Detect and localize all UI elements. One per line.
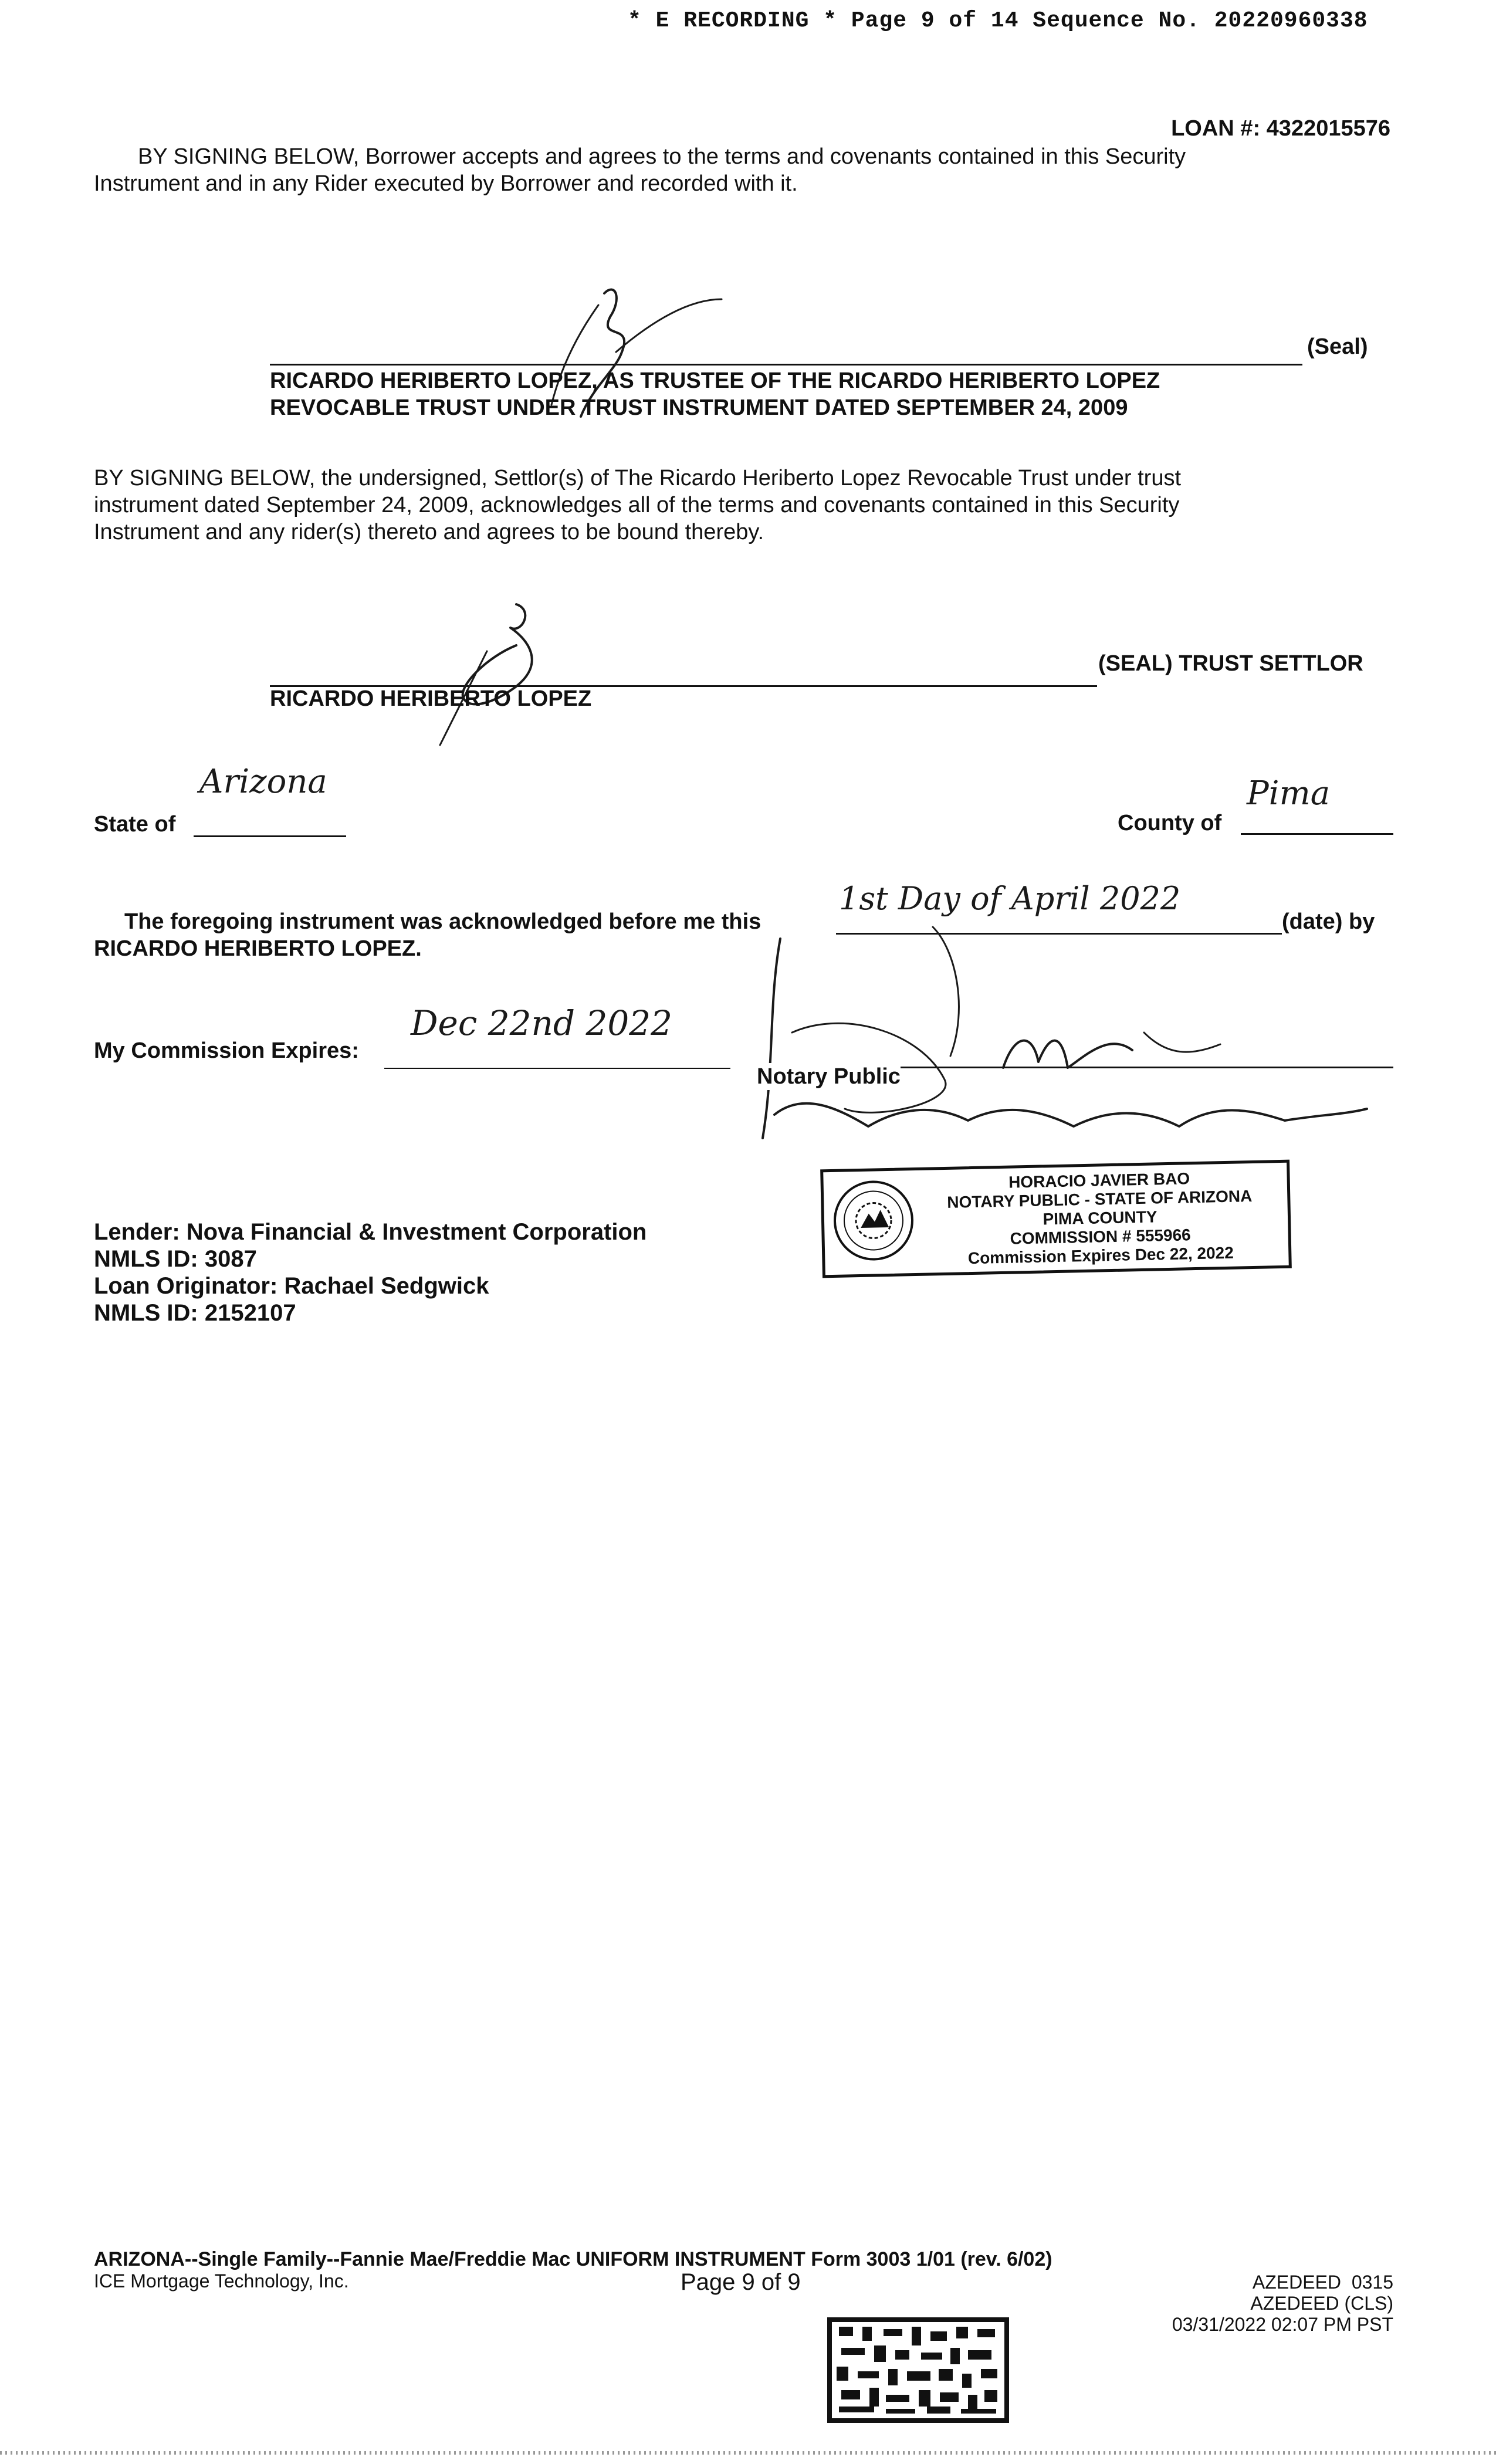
acknowledgment-text: The foregoing instrument was acknowledged before me this [124, 909, 761, 934]
state-handwritten: Arizona [199, 763, 327, 801]
footer-timestamp: 03/31/2022 02:07 PM PST [1172, 2314, 1393, 2335]
seal-label-1: (Seal) [1307, 334, 1368, 359]
acknowledgment-date-handwritten: 1st Day of April 2022 [839, 880, 1181, 917]
scan-edge [0, 2451, 1496, 2455]
loan-value: 4322015576 [1266, 116, 1390, 141]
commission-line [384, 1068, 730, 1069]
settlor-line-1: BY SIGNING BELOW, the undersigned, Settlor(s) of The Ricardo Heriberto Lopez Revocable Trust under trust [94, 466, 1182, 490]
barcode-icon [827, 2317, 1009, 2423]
loan-originator: Loan Originator: Rachael Sedgwick [94, 1273, 489, 1299]
lender-name: Lender: Nova Financial & Investment Corporation [94, 1219, 647, 1245]
state-label: State of [94, 812, 176, 837]
stamp-title: NOTARY PUBLIC - STATE OF ARIZONA [947, 1186, 1253, 1211]
stamp-notary-name: HORACIO JAVIER BAO [1008, 1169, 1190, 1192]
county-handwritten: Pima [1247, 774, 1331, 813]
seal-label-2: (SEAL) TRUST SETTLOR [1098, 651, 1363, 676]
state-line [194, 835, 346, 837]
acknowledged-name: RICARDO HERIBERTO LOPEZ. [94, 936, 422, 961]
intro-line-1: BY SIGNING BELOW, Borrower accepts and agrees to the terms and covenants contained in this Security [138, 144, 1186, 169]
settlor-line-3: Instrument and any rider(s) thereto and agrees to be bound thereby. [94, 520, 764, 544]
footer-page: Page 9 of 9 [681, 2269, 801, 2295]
loan-label: LOAN #: [1171, 116, 1261, 141]
intro-line-2: Instrument and in any Rider executed by Borrower and recorded with it. [94, 171, 798, 196]
county-line [1241, 833, 1393, 835]
footer-form: ARIZONA--Single Family--Fannie Mae/Freddie Mac UNIFORM INSTRUMENT Form 3003 1/01 (rev. 6/02) [94, 2248, 1052, 2270]
stamp-commission: COMMISSION # 555966 [1010, 1226, 1192, 1248]
signature-line-1 [270, 364, 1302, 365]
notary-signature [757, 915, 1373, 1162]
signer-name-2: RICARDO HERIBERTO LOPEZ [270, 686, 592, 711]
footer-company: ICE Mortgage Technology, Inc. [94, 2270, 349, 2292]
stamp-county: PIMA COUNTY [1043, 1207, 1157, 1228]
loan-number [1171, 115, 1390, 142]
notary-stamp [820, 1160, 1292, 1278]
lender-nmls: NMLS ID: 3087 [94, 1246, 257, 1272]
date-label: (date) by [1282, 909, 1375, 934]
commission-handwritten: Dec 22nd 2022 [411, 1003, 673, 1043]
arizona-seal-icon [832, 1179, 916, 1263]
county-label: County of [1118, 811, 1222, 835]
originator-nmls: NMLS ID: 2152107 [94, 1300, 296, 1326]
notary-public-label: Notary Public [757, 1064, 901, 1089]
signer-name-1b: REVOCABLE TRUST UNDER TRUST INSTRUMENT DATED SEPTEMBER 24, 2009 [270, 395, 1128, 420]
recording-header: * E RECORDING * Page 9 of 14 Sequence No. 20220960338 [628, 8, 1368, 33]
stamp-expiry: Commission Expires Dec 22, 2022 [967, 1243, 1234, 1268]
settlor-line-2: instrument dated September 24, 2009, acknowledges all of the terms and covenants contained in this Security [94, 493, 1180, 517]
footer-code-1: AZEDEED 0315 [1252, 2272, 1393, 2293]
signer-name-1a: RICARDO HERIBERTO LOPEZ, AS TRUSTEE OF THE RICARDO HERIBERTO LOPEZ [270, 368, 1160, 393]
commission-label: My Commission Expires: [94, 1038, 359, 1063]
settlor-signature [399, 593, 575, 757]
footer-code-2: AZEDEED (CLS) [1250, 2293, 1393, 2314]
